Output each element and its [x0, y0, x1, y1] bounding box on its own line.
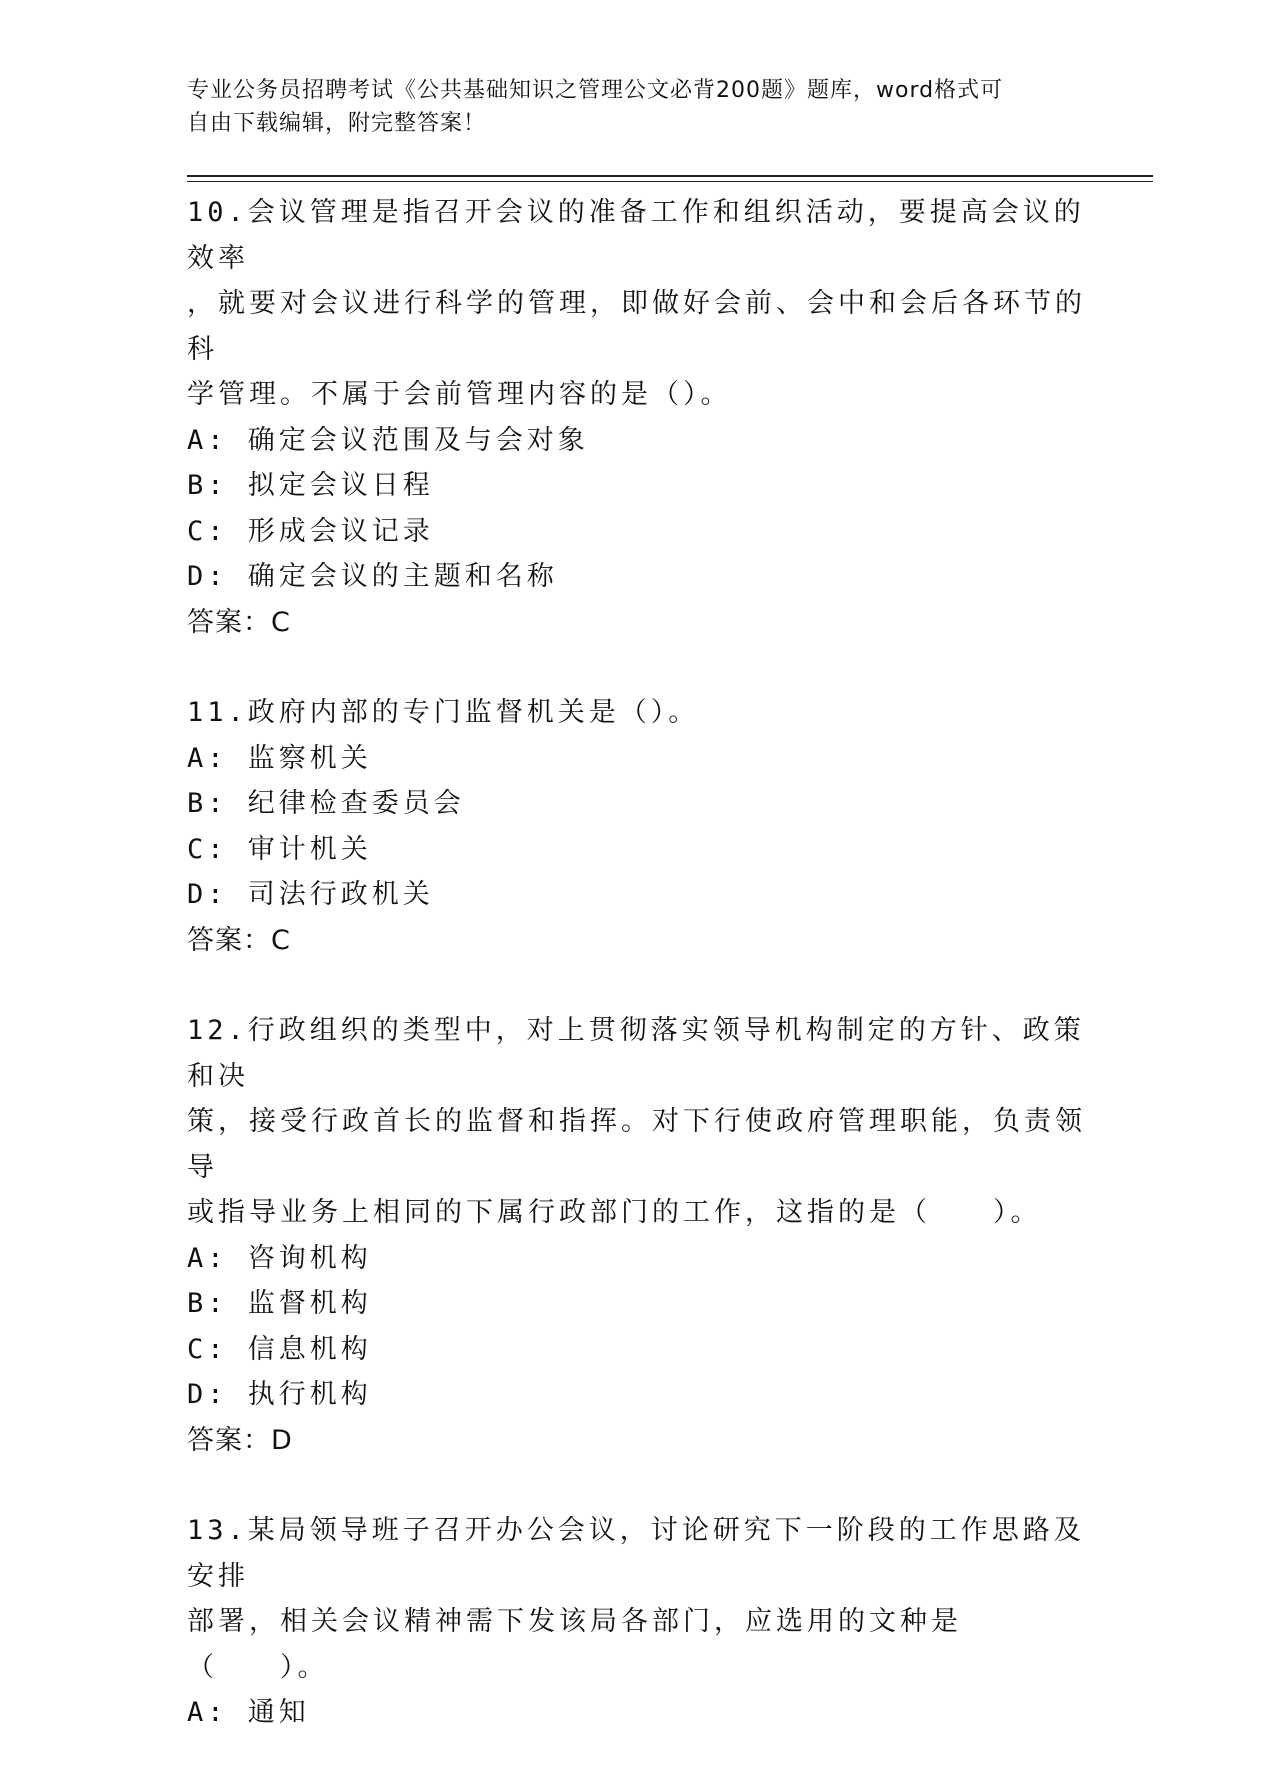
question-stem-line: 13.某局领导班子召开办公会议，讨论研究下一阶段的工作思路及安排 — [187, 1515, 1085, 1592]
question-stem-line: 10.会议管理是指召开会议的准备工作和组织活动，要提高会议的效率 — [187, 197, 1085, 274]
question-12 — [187, 1008, 1087, 1463]
option-b: B: 拟定会议日程 — [187, 470, 434, 501]
question-stem-line: 11.政府内部的专门监督机关是（）。 — [187, 697, 700, 728]
question-10 — [187, 190, 1087, 645]
question-stem-line: ，就要对会议进行科学的管理，即做好会前、会中和会后各环节的科 — [187, 288, 1086, 365]
option-d: D: 执行机构 — [187, 1379, 372, 1410]
option-a: A: 监察机关 — [187, 742, 372, 774]
option-b: B: 纪律检查委员会 — [187, 788, 465, 819]
option-b: B: 监督机构 — [187, 1288, 372, 1319]
option-a: A: 确定会议范围及与会对象 — [187, 424, 589, 456]
question-stem-line: 策，接受行政首长的监督和指挥。对下行使政府管理职能，负责领导 — [187, 1106, 1086, 1183]
option-c: C: 信息机构 — [187, 1333, 372, 1365]
question-stem-line: 学管理。不属于会前管理内容的是（）。 — [187, 379, 732, 410]
question-13 — [187, 1508, 1087, 1736]
question-stem-line: 部署，相关会议精神需下发该局各部门，应选用的文种是（ ）。 — [187, 1606, 962, 1683]
option-c: C: 审计机关 — [187, 833, 372, 865]
answer: 答案：D — [187, 1424, 293, 1456]
option-c: C: 形成会议记录 — [187, 515, 434, 547]
document-header — [187, 74, 1087, 140]
option-d: D: 司法行政机关 — [187, 879, 434, 910]
answer: 答案：C — [187, 606, 291, 638]
question-11 — [187, 690, 1087, 963]
question-list — [187, 190, 1087, 1781]
answer: 答案：C — [187, 924, 291, 956]
header-line-2: 自由下载编辑，附完整答案！ — [187, 111, 487, 136]
header-divider-thin — [187, 181, 1153, 182]
header-line-1: 专业公务员招聘考试《公共基础知识之管理公文必背200题》题库，word格式可 — [187, 78, 1004, 103]
option-d: D: 确定会议的主题和名称 — [187, 561, 558, 592]
header-divider-thick — [187, 175, 1153, 177]
question-stem-line: 或指导业务上相同的下属行政部门的工作，这指的是（ ）。 — [187, 1197, 1042, 1228]
option-a: A: 咨询机构 — [187, 1242, 372, 1274]
question-stem-line: 12.行政组织的类型中，对上贯彻落实领导机构制定的方针、政策和决 — [187, 1015, 1085, 1092]
option-a: A: 通知 — [187, 1697, 310, 1728]
